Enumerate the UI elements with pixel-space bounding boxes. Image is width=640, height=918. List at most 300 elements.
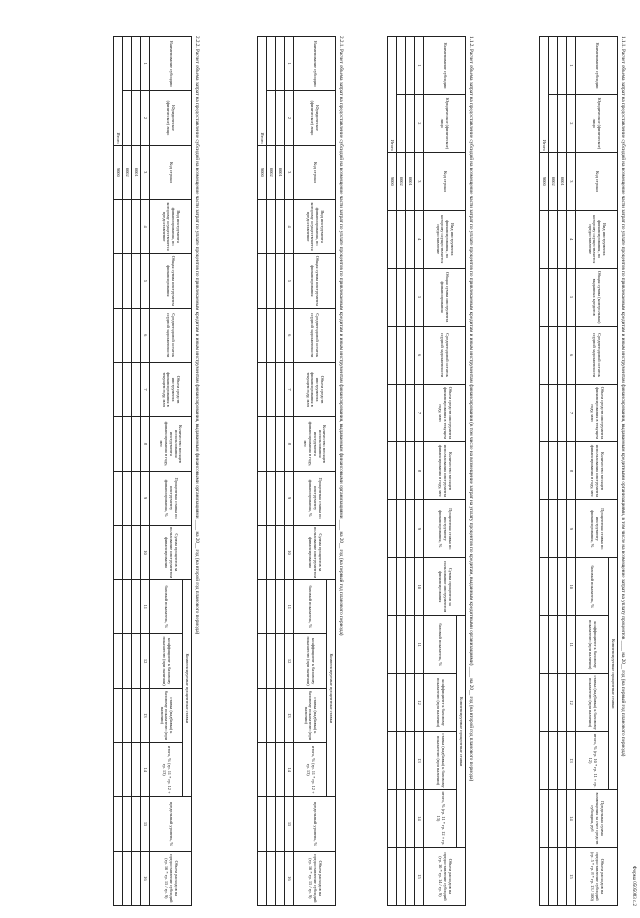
column-number: 5 — [415, 268, 424, 326]
table-cell — [123, 91, 132, 145]
column-header: базовый показатель, % — [294, 580, 327, 634]
subsidy-table — [257, 36, 336, 906]
table-row — [267, 37, 276, 906]
table-cell — [132, 362, 141, 416]
column-number: 13 — [141, 688, 150, 742]
column-header: Среднегодовой остаток ссудной задолженности — [424, 326, 466, 384]
table-cell — [258, 580, 267, 634]
table-cell — [388, 558, 397, 616]
column-header: Объем расходов на предоставление субсидий (гр. 5 * гр. 8 * гр. 13 / 100) — [576, 847, 618, 905]
table-cell — [276, 471, 285, 525]
table-cell — [258, 362, 267, 416]
column-number: 13 — [285, 688, 294, 742]
section-1-1-1 — [539, 36, 626, 906]
column-number: 10 — [285, 525, 294, 579]
section-title: 2.2.2. Расчет объема затрат на предоставление субсидий на возмещение части затрат по уплате процентов по привлекаемым кредитам и иным инструментам финансирования, выдаваемым финансовыми организациями ____ на 20__ год (на второй год планового периода) — [194, 36, 200, 635]
table-cell — [258, 851, 267, 905]
column-header: базовый показатель, % — [576, 558, 609, 616]
column-header: базовый показатель, % — [150, 580, 183, 634]
table-cell — [397, 94, 406, 152]
table-cell — [558, 558, 567, 616]
table-cell — [397, 384, 406, 442]
column-number: 9 — [141, 471, 150, 525]
column-header: Объем расходов на предоставление субсидий (гр. 10 * гр. 14 / гр. 9) — [424, 847, 466, 905]
section-2-2-1 — [257, 36, 344, 906]
table-cell — [540, 268, 549, 326]
table-cell — [549, 674, 558, 732]
column-number: 12 — [415, 674, 424, 732]
table-cell — [258, 308, 267, 362]
table-cell — [132, 797, 141, 851]
table-cell — [549, 789, 558, 847]
total-row — [540, 37, 549, 906]
table-cell — [397, 210, 406, 268]
table-cell — [276, 797, 285, 851]
rates-group-header: Компенсируемые процентные ставки — [457, 616, 466, 848]
column-header: Вид инструмента финансирования, по которому осуществляется предоставление — [294, 199, 336, 253]
table-row — [558, 37, 567, 906]
table-cell — [267, 199, 276, 253]
column-number: 3 — [285, 145, 294, 199]
table-cell — [267, 37, 276, 91]
column-number: 13 — [567, 732, 576, 790]
table-cell — [549, 616, 558, 674]
table-cell — [388, 210, 397, 268]
table-cell — [558, 500, 567, 558]
table-cell — [132, 471, 141, 525]
column-number: 14 — [567, 789, 576, 847]
column-header: Процентная ставка по инструменту финансирования, % — [576, 500, 618, 558]
table-cell — [132, 91, 141, 145]
table-cell — [549, 732, 558, 790]
column-number: 3 — [567, 152, 576, 210]
table-cell — [406, 37, 415, 95]
table-cell — [267, 580, 276, 634]
table-cell — [258, 634, 267, 688]
table-cell — [276, 308, 285, 362]
column-number: 8 — [567, 442, 576, 500]
column-number: 13 — [415, 732, 424, 790]
table-cell — [114, 688, 123, 742]
column-header: Вид инструмента финансирования, по которому осуществляется предоставление — [424, 210, 466, 268]
table-cell — [114, 851, 123, 905]
table-cell — [267, 308, 276, 362]
column-number: 16 — [141, 851, 150, 905]
column-header: Предельная сумма возмещения за счет средств субсидии, руб — [576, 789, 618, 847]
table-cell — [540, 500, 549, 558]
table-cell — [397, 268, 406, 326]
row-code: 0001 — [276, 145, 285, 199]
table-cell — [132, 688, 141, 742]
table-cell — [276, 417, 285, 471]
table-cell — [397, 500, 406, 558]
table-cell — [406, 442, 415, 500]
column-header: итого, % (гр. 11 * гр. 12 + гр. 13) — [294, 743, 327, 797]
table-cell — [388, 384, 397, 442]
table-cell — [406, 558, 415, 616]
column-number: 7 — [415, 384, 424, 442]
table-cell — [114, 308, 123, 362]
table-cell — [558, 37, 567, 95]
row-code: 0002 — [123, 145, 132, 199]
table-cell — [276, 91, 285, 145]
column-header: Объем средств инструмента финансирования в текущем году, млн — [294, 362, 336, 416]
table-row — [397, 37, 406, 906]
column-number: 6 — [285, 308, 294, 362]
table-cell — [258, 797, 267, 851]
table-cell — [132, 199, 141, 253]
table-cell — [267, 362, 276, 416]
table-cell — [114, 580, 123, 634]
column-header: Вид инструмента финансирования, по которому осуществляется предоставление — [150, 199, 192, 253]
table-cell — [406, 94, 415, 152]
table-cell — [397, 847, 406, 905]
column-header: Процентная ставка по инструменту финансирования, % — [424, 500, 466, 558]
column-number: 16 — [285, 851, 294, 905]
column-header: Наименование субсидии — [150, 37, 192, 91]
table-cell — [114, 254, 123, 308]
table-cell — [397, 37, 406, 95]
table-cell — [267, 634, 276, 688]
table-cell — [549, 847, 558, 905]
table-cell — [132, 743, 141, 797]
column-number: 9 — [285, 471, 294, 525]
table-cell — [132, 254, 141, 308]
rates-group-header: Компенсируемые процентные ставки — [609, 558, 618, 790]
column-number: 14 — [415, 789, 424, 847]
column-number: 1 — [285, 37, 294, 91]
table-cell — [540, 384, 549, 442]
table-cell — [397, 674, 406, 732]
column-number: 3 — [415, 152, 424, 210]
table-cell — [406, 500, 415, 558]
column-number: 12 — [285, 634, 294, 688]
table-cell — [267, 91, 276, 145]
column-header: Сумма процентов за пользование инструментом финансирования — [424, 558, 466, 616]
table-cell — [406, 210, 415, 268]
table-cell — [276, 254, 285, 308]
table-cell — [123, 417, 132, 471]
table-cell — [132, 37, 141, 91]
column-header: Количество месяцев использования инструмента финансирования в году, мес — [150, 417, 192, 471]
column-number: 12 — [141, 634, 150, 688]
total-label: Итого — [388, 37, 397, 153]
table-row — [276, 37, 285, 906]
table-cell — [132, 851, 141, 905]
table-cell — [123, 525, 132, 579]
row-code: 0001 — [132, 145, 141, 199]
total-code: 9000 — [540, 152, 549, 210]
column-number: 1 — [415, 37, 424, 95]
table-cell — [397, 789, 406, 847]
column-header: Наименование субсидии — [294, 37, 336, 91]
column-header: Объем средств инструмента финансирования в текущем году, млн — [150, 362, 192, 416]
column-header: Среднегодовой остаток ссудной задолженности — [294, 308, 336, 362]
table-cell — [406, 384, 415, 442]
column-header: Объем средств инструмента финансирования в текущем году, млн — [424, 384, 466, 442]
column-header: Процентная ставка по инструменту финансирования, % — [294, 471, 336, 525]
table-cell — [540, 789, 549, 847]
column-number: 3 — [141, 145, 150, 199]
table-cell — [406, 616, 415, 674]
column-header: предельный уровень, % — [150, 797, 192, 851]
column-header: предельный уровень, % — [294, 797, 336, 851]
table-cell — [123, 580, 132, 634]
table-cell — [388, 789, 397, 847]
row-code: 0002 — [549, 152, 558, 210]
table-cell — [397, 326, 406, 384]
column-header: ставка (надбавка) к базовому показателю (при наличии) — [576, 674, 609, 732]
table-cell — [549, 500, 558, 558]
section-title: 2.2.1. Расчет объема затрат на предоставление субсидий на возмещение части затрат по уплате процентов по привлекаемым кредитам и иным инструментам финансирования, выдаваемым финансовыми организациями ____ на 20__ год (на первый год планового периода) — [338, 36, 344, 636]
table-cell — [123, 362, 132, 416]
table-cell — [549, 268, 558, 326]
row-code: 0002 — [397, 152, 406, 210]
table-cell — [388, 616, 397, 674]
column-header: Юридическое (физическое) лицо — [150, 91, 192, 145]
table-cell — [558, 210, 567, 268]
total-code: 9000 — [258, 145, 267, 199]
table-cell — [558, 732, 567, 790]
table-cell — [276, 525, 285, 579]
table-cell — [267, 797, 276, 851]
table-cell — [132, 634, 141, 688]
table-cell — [114, 634, 123, 688]
column-number: 7 — [141, 362, 150, 416]
table-cell — [540, 616, 549, 674]
table-cell — [276, 688, 285, 742]
column-header: Общая сумма инструмента финансирования — [150, 254, 192, 308]
table-cell — [123, 851, 132, 905]
column-header: коэффициент к базовому показателю (при наличии) — [424, 674, 457, 732]
column-header: Объем средств инструмента финансирования в текущем году, млн — [576, 384, 618, 442]
column-number: 11 — [285, 580, 294, 634]
column-number: 5 — [567, 268, 576, 326]
column-header: базовый показатель, % — [424, 616, 457, 674]
table-cell — [123, 254, 132, 308]
column-number: 4 — [141, 199, 150, 253]
table-row — [406, 37, 415, 906]
table-cell — [549, 442, 558, 500]
column-number: 14 — [285, 743, 294, 797]
column-number: 7 — [567, 384, 576, 442]
column-header: Общая сумма инструмента финансирования — [424, 268, 466, 326]
table-cell — [114, 417, 123, 471]
table-cell — [276, 743, 285, 797]
column-number: 15 — [285, 797, 294, 851]
table-cell — [114, 199, 123, 253]
total-code: 9000 — [114, 145, 123, 199]
table-cell — [397, 732, 406, 790]
column-number: 2 — [285, 91, 294, 145]
table-cell — [132, 308, 141, 362]
table-cell — [123, 199, 132, 253]
column-header: Сумма процентов за пользование инструментом финансирования — [294, 525, 336, 579]
table-cell — [267, 688, 276, 742]
table-cell — [549, 210, 558, 268]
section-title: 1.1.1. Расчет объема затрат на предоставление субсидий на возмещение части затрат по уплате процентов по привлекаемым кредитам и иным инструментам финансирования, выдаваемым кредитными организациями, в том числе на возмещение затрат на уплату процентов ____ на 20__ год (на первый год планового периода) — [620, 36, 626, 757]
column-number: 10 — [415, 558, 424, 616]
column-number: 10 — [567, 558, 576, 616]
column-number: 12 — [567, 674, 576, 732]
column-number: 2 — [141, 91, 150, 145]
column-number: 8 — [141, 417, 150, 471]
column-header: коэффициент к базовому показателю (при наличии) — [150, 634, 183, 688]
column-header: Объем расходов на предоставление субсидий (гр. 10 * гр. 15 / гр. 9) — [150, 851, 192, 905]
column-number: 6 — [567, 326, 576, 384]
table-cell — [406, 732, 415, 790]
table-cell — [114, 362, 123, 416]
table-cell — [123, 797, 132, 851]
total-row — [388, 37, 397, 906]
column-number: 14 — [141, 743, 150, 797]
table-cell — [267, 417, 276, 471]
table-cell — [558, 674, 567, 732]
column-header: Общая сумма инструмента финансирования — [294, 254, 336, 308]
table-cell — [549, 326, 558, 384]
table-cell — [549, 94, 558, 152]
column-number: 4 — [567, 210, 576, 268]
column-number: 5 — [141, 254, 150, 308]
table-cell — [388, 674, 397, 732]
column-number: 4 — [285, 199, 294, 253]
table-cell — [276, 362, 285, 416]
form-code: Форма 0505083 с.2 — [631, 865, 636, 906]
table-row — [123, 37, 132, 906]
column-number: 9 — [567, 500, 576, 558]
column-number: 11 — [415, 616, 424, 674]
column-header: Код строки — [424, 152, 466, 210]
table-cell — [558, 847, 567, 905]
column-header: Вид инструмента финансирования, по которому осуществляется предоставление — [576, 210, 618, 268]
column-header: Объем расходов на предоставление субсидий (гр. 10 * гр. 15 / гр. 9) — [294, 851, 336, 905]
column-header: коэффициент к базовому показателю (при наличии) — [294, 634, 327, 688]
table-cell — [276, 199, 285, 253]
column-header: итого, % (гр. 10 * гр. 11 + гр. 12) — [576, 732, 609, 790]
table-cell — [540, 210, 549, 268]
table-cell — [406, 268, 415, 326]
table-cell — [276, 634, 285, 688]
table-cell — [549, 384, 558, 442]
table-cell — [114, 471, 123, 525]
total-label: Итого — [114, 37, 123, 146]
table-cell — [114, 797, 123, 851]
table-cell — [406, 326, 415, 384]
column-header: Среднегодовой остаток ссудной задолженности — [576, 326, 618, 384]
column-header: ставка (надбавка) к базовому показателю (при наличии) — [150, 688, 183, 742]
row-code: 0001 — [406, 152, 415, 210]
table-cell — [388, 442, 397, 500]
table-cell — [388, 268, 397, 326]
table-cell — [258, 254, 267, 308]
column-number: 1 — [567, 37, 576, 95]
column-header: Наименование субсидии — [424, 37, 466, 95]
column-number: 6 — [141, 308, 150, 362]
column-number: 11 — [567, 616, 576, 674]
table-cell — [114, 743, 123, 797]
table-cell — [549, 37, 558, 95]
table-cell — [267, 525, 276, 579]
table-cell — [558, 789, 567, 847]
table-cell — [267, 471, 276, 525]
row-code: 0001 — [558, 152, 567, 210]
table-cell — [114, 525, 123, 579]
table-cell — [549, 558, 558, 616]
column-number: 8 — [285, 417, 294, 471]
column-header: Юридическое (физическое) лицо — [294, 91, 336, 145]
table-cell — [132, 580, 141, 634]
table-cell — [132, 417, 141, 471]
column-header: Процентная ставка по инструменту финансирования, % — [150, 471, 192, 525]
column-header: итого, % (гр. 11 * гр. 12 + гр. 13) — [150, 743, 183, 797]
column-header: итого, % (гр. 11 * гр. 12 + гр. 13) — [424, 789, 457, 847]
column-header: ставка (надбавка) к базовому показателю (при наличии) — [424, 732, 457, 790]
rates-group-header: Компенсируемые процентные ставки — [327, 580, 336, 797]
table-cell — [406, 847, 415, 905]
table-cell — [540, 442, 549, 500]
table-cell — [397, 442, 406, 500]
total-code: 9000 — [388, 152, 397, 210]
rates-group-header: Компенсируемые процентные ставки — [183, 580, 192, 797]
table-cell — [276, 851, 285, 905]
column-number: 2 — [415, 94, 424, 152]
table-cell — [397, 558, 406, 616]
table-cell — [267, 743, 276, 797]
column-number: 15 — [141, 797, 150, 851]
total-row — [114, 37, 123, 906]
subsidy-table — [387, 36, 466, 906]
column-number: 7 — [285, 362, 294, 416]
table-cell — [540, 732, 549, 790]
table-cell — [267, 254, 276, 308]
table-cell — [558, 94, 567, 152]
subsidy-table — [113, 36, 192, 906]
table-cell — [388, 732, 397, 790]
section-1-1-2 — [387, 36, 474, 906]
table-cell — [258, 525, 267, 579]
table-cell — [123, 743, 132, 797]
section-title: 1.1.2. Расчет объема затрат на предоставление субсидий на возмещение части затрат по уплате процентов по привлекаемым кредитам и иным инструментам финансирования (в том числе на возмещение затрат на уплату процентов по кредитам, выданным кредитными организациями) ____ на 20__ год (на второй год планового периода) — [468, 36, 474, 782]
column-number: 5 — [285, 254, 294, 308]
table-cell — [406, 789, 415, 847]
column-header: Количество месяцев использования инструмента финансирования в году, мес — [294, 417, 336, 471]
table-cell — [258, 743, 267, 797]
table-cell — [540, 326, 549, 384]
column-header: коэффициент к базовому показателю (при наличии) — [576, 616, 609, 674]
table-row — [549, 37, 558, 906]
table-cell — [123, 634, 132, 688]
table-row — [132, 37, 141, 906]
column-number: 1 — [141, 37, 150, 91]
column-header: Общая сумма (контрольная) выданных кредитов — [576, 268, 618, 326]
table-cell — [558, 268, 567, 326]
subsidy-table — [539, 36, 618, 906]
table-cell — [388, 326, 397, 384]
column-header: Среднегодовой остаток ссудной задолженности — [150, 308, 192, 362]
table-cell — [388, 500, 397, 558]
table-cell — [558, 442, 567, 500]
table-cell — [558, 616, 567, 674]
table-cell — [540, 558, 549, 616]
table-cell — [258, 471, 267, 525]
table-cell — [123, 37, 132, 91]
section-2-2-2 — [113, 36, 200, 906]
table-cell — [276, 580, 285, 634]
column-header: Количество месяцев использования инструмента финансирования в году, мес — [424, 442, 466, 500]
column-header: Код строки — [294, 145, 336, 199]
table-cell — [388, 847, 397, 905]
column-header: Количество месяцев использования инструмента финансирования в году, мес — [576, 442, 618, 500]
